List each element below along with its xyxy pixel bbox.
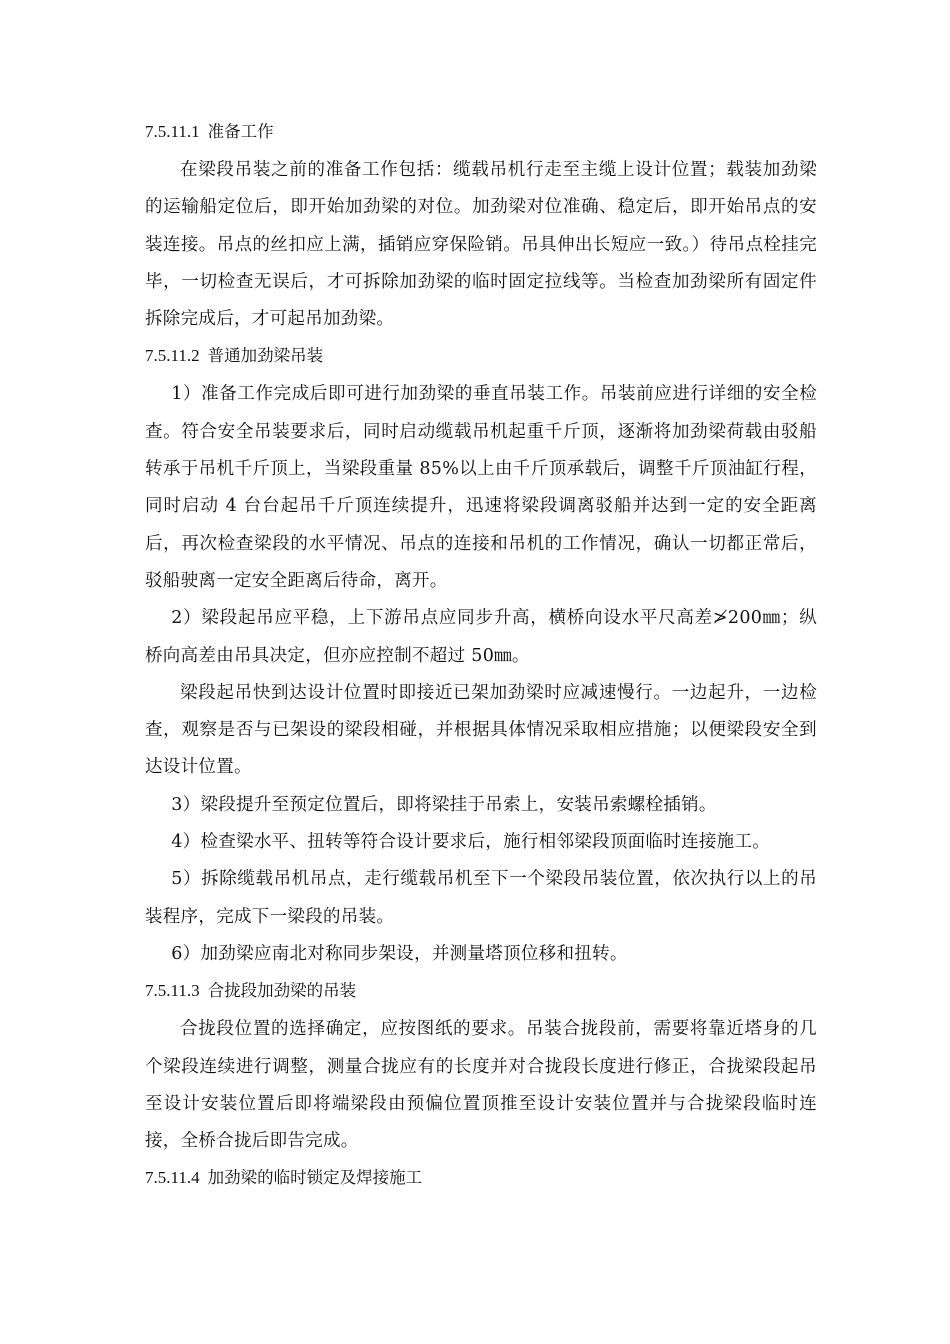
section-number: 7.5.11.3	[145, 981, 200, 1001]
section-heading	[145, 118, 817, 146]
section-heading	[145, 977, 817, 1005]
paragraph: 梁段起吊快到达设计位置时即接近已架加劲梁时应减速慢行。一边起升，一边检查，观察是否与已架设的梁段相碰，并根据具体情况采取相应措施；以便梁段安全到达设计位置。	[145, 682, 817, 778]
section-title: 加劲梁的临时锁定及焊接施工	[207, 1168, 423, 1188]
paragraph: 1）准备工作完成后即可进行加劲梁的垂直吊装工作。吊装前应进行详细的安全检查。符合安全吊装要求后，同时启动缆载吊机起重千斤顶，逐渐将加劲梁荷载由驳船转承于吊机千斤顶上，当梁段重量 85%以上由千斤顶承载后，调整千斤顶油缸行程，同时启动 4 台台起吊千斤顶连续提升，迅速将梁段调离驳船并达到一定的安全距离后，再次检查梁段的水平情况、吊点的连接和吊机的工作情况，确认一切都正常后，驳船驶离一定安全距离后待命，离开。	[145, 384, 817, 591]
paragraph: 2）梁段起吊应平稳，上下游吊点应同步升高，横桥向设水平尺高差≯200㎜；纵桥向高差由吊具决定，但亦应控制不超过 50㎜。	[145, 608, 817, 666]
paragraph: 在梁段吊装之前的准备工作包括：缆载吊机行走至主缆上设计位置；载装加劲梁的运输船定位后，即开始加劲梁的对位。加劲梁对位准确、稳定后，即开始吊点的安装连接。吊点的丝扣应上满，插销应穿保险销。吊具伸出长短应一致。）待吊点栓挂完毕，一切检查无误后，才可拆除加劲梁的临时固定拉线等。当检查加劲梁所有固定件拆除完成后，才可起吊加劲梁。	[145, 160, 817, 330]
paragraph: 5）拆除缆载吊机吊点，走行缆载吊机至下一个梁段吊装位置，依次执行以上的吊装程序，完成下一梁段的吊装。	[145, 869, 817, 927]
document-body	[145, 118, 817, 1198]
section-number: 7.5.11.1	[145, 122, 200, 141]
paragraph: 6）加劲梁应南北对称同步架设，并测量塔顶位移和扭转。	[171, 943, 628, 964]
section-number: 7.5.11.2	[145, 346, 200, 366]
paragraph: 4）检查梁水平、扭转等符合设计要求后，施行相邻梁段顶面临时连接施工。	[171, 832, 771, 853]
paragraph: 3）梁段提升至预定位置后，即将梁挂于吊索上，安装吊索螺栓插销。	[171, 794, 717, 815]
section-title: 普通加劲梁吊装	[207, 346, 324, 366]
section-heading	[145, 1164, 817, 1192]
section-title: 合拢段加劲梁的吊装	[207, 981, 357, 1001]
paragraph: 合拢段位置的选择确定，应按图纸的要求。吊装合拢段前，需要将靠近塔身的几个梁段连续进行调整，测量合拢应有的长度并对合拢段长度进行修正，合拢梁段起吊至设计安装位置后即将端梁段由预偏位置顶推至设计安装位置并与合拢梁段临时连接，全桥合拢后即告完成。	[145, 1019, 817, 1152]
section-number: 7.5.11.4	[145, 1168, 200, 1188]
section-title: 准备工作	[207, 122, 274, 141]
section-heading	[145, 342, 817, 370]
